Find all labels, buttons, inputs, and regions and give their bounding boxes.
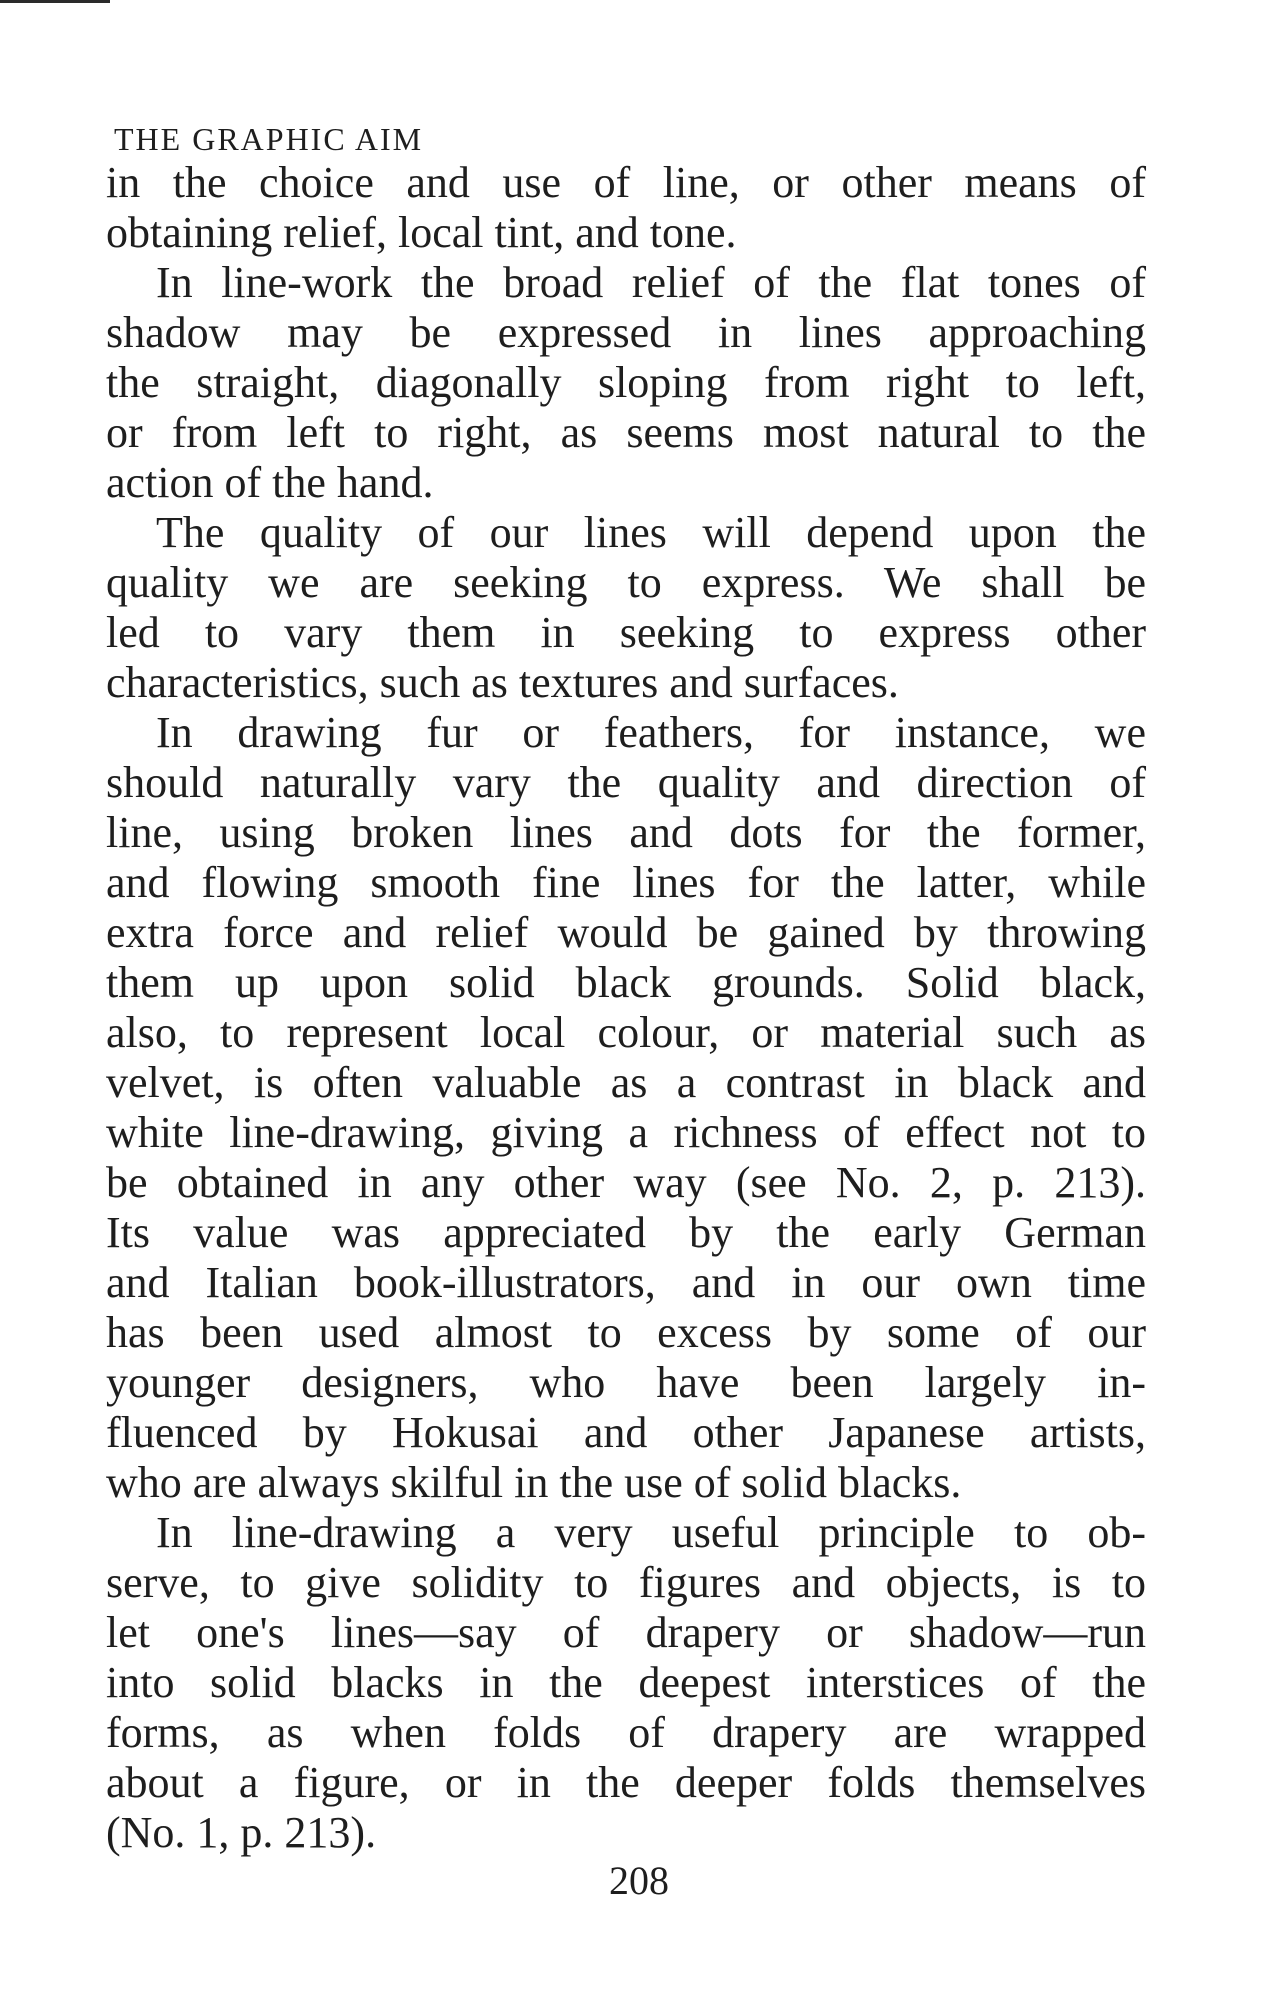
text-line: In line-work the broad relief of the flat tones of <box>156 258 1146 307</box>
text-line: be obtained in any other way (see No. 2, p. 213). <box>106 1158 1146 1207</box>
text-line: younger designers, who have been largely in- <box>106 1358 1146 1407</box>
text-line: and Italian book-illustrators, and in our own time <box>106 1258 1146 1307</box>
print-rule-mark <box>0 0 110 3</box>
text-line: extra force and relief would be gained by throwing <box>106 908 1146 957</box>
body-text <box>106 158 1146 1858</box>
text-line: also, to represent local colour, or material such as <box>106 1008 1146 1057</box>
text-line: shadow may be expressed in lines approaching <box>106 308 1146 357</box>
text-line: serve, to give solidity to figures and objects, is to <box>106 1558 1146 1607</box>
text-line: In drawing fur or feathers, for instance, we <box>156 708 1146 757</box>
text-line: characteristics, such as textures and surfaces. <box>106 658 899 707</box>
book-page <box>106 120 1146 1858</box>
text-line: action of the hand. <box>106 458 434 507</box>
text-line: in the choice and use of line, or other means of <box>106 158 1146 207</box>
text-line: who are always skilful in the use of solid blacks. <box>106 1458 962 1507</box>
text-line: forms, as when folds of drapery are wrapped <box>106 1708 1146 1757</box>
text-line: obtaining relief, local tint, and tone. <box>106 208 737 257</box>
text-line: fluenced by Hokusai and other Japanese artists, <box>106 1408 1146 1457</box>
text-line: velvet, is often valuable as a contrast in black and <box>106 1058 1146 1107</box>
text-line: line, using broken lines and dots for the former, <box>106 808 1146 857</box>
text-line: about a figure, or in the deeper folds themselves <box>106 1758 1146 1807</box>
text-line: The quality of our lines will depend upon the <box>156 508 1146 557</box>
page-number: 208 <box>609 1858 669 1903</box>
text-line: quality we are seeking to express. We shall be <box>106 558 1146 607</box>
text-line: white line-drawing, giving a richness of effect not to <box>106 1108 1146 1157</box>
text-line: In line-drawing a very useful principle to ob- <box>156 1508 1146 1557</box>
text-line: the straight, diagonally sloping from right to left, <box>106 358 1146 407</box>
text-line: into solid blacks in the deepest interstices of the <box>106 1658 1146 1707</box>
text-line: them up upon solid black grounds. Solid black, <box>106 958 1146 1007</box>
text-line: let one's lines—say of drapery or shadow—run <box>106 1608 1146 1657</box>
running-head: THE GRAPHIC AIM <box>114 121 424 157</box>
text-line: has been used almost to excess by some of our <box>106 1308 1146 1357</box>
text-line: should naturally vary the quality and direction of <box>106 758 1146 807</box>
text-line: (No. 1, p. 213). <box>106 1808 377 1857</box>
text-line: or from left to right, as seems most natural to the <box>106 408 1146 457</box>
text-line: Its value was appreciated by the early German <box>106 1208 1146 1257</box>
text-line: led to vary them in seeking to express other <box>106 608 1146 657</box>
text-line: and flowing smooth fine lines for the latter, while <box>106 858 1146 907</box>
